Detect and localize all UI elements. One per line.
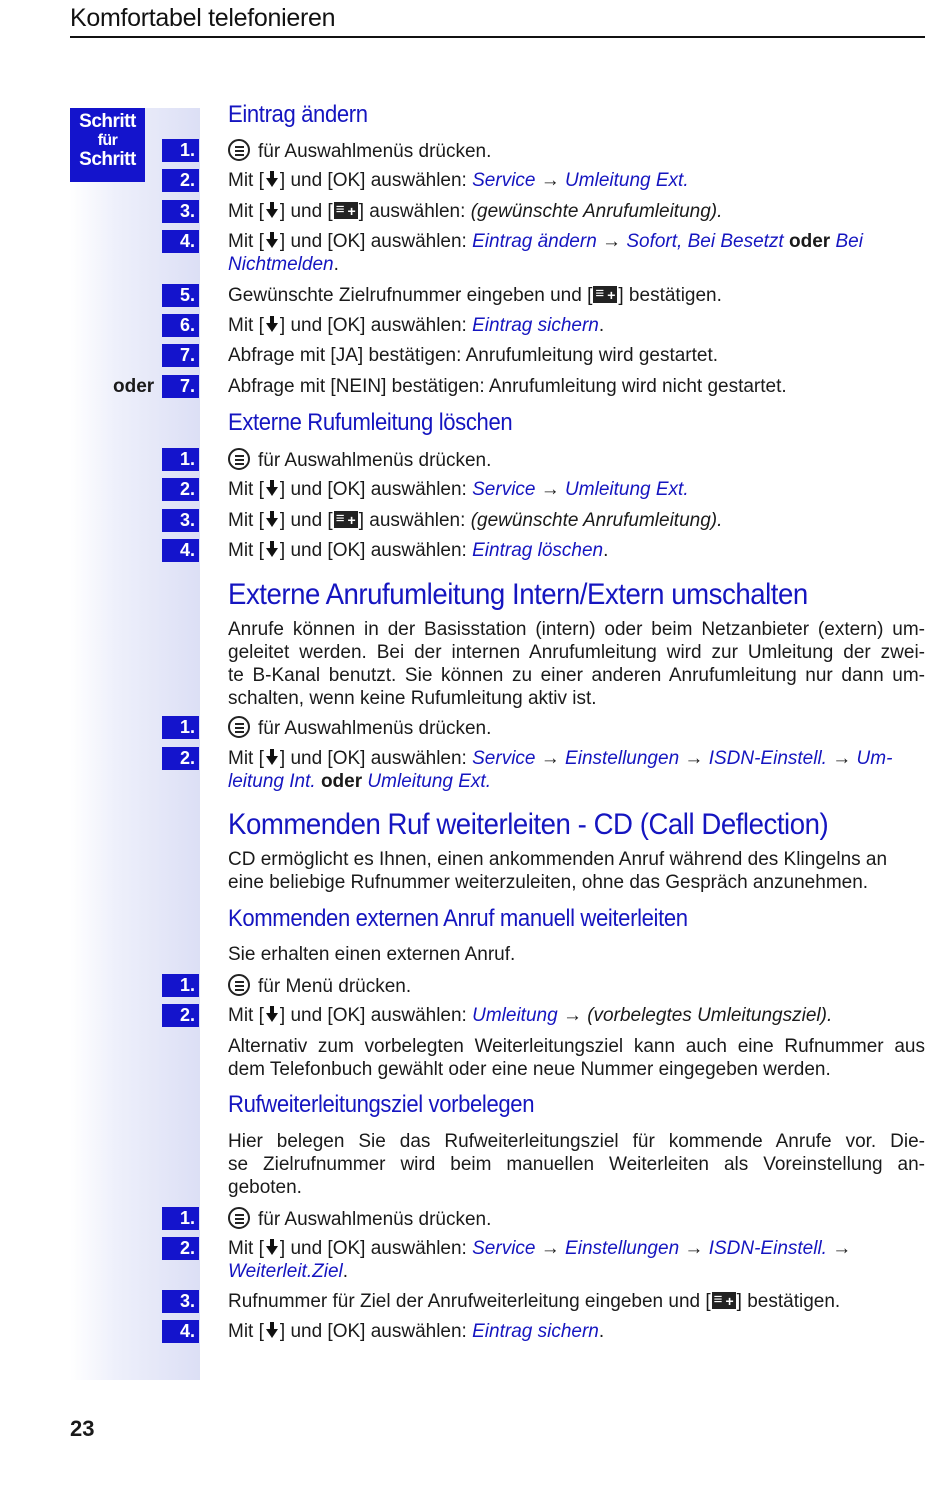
text-fragment: Mit [ (228, 231, 264, 252)
down-arrow-icon (266, 1246, 278, 1255)
step-text: für Auswahlmenüs drücken. (258, 718, 492, 739)
down-arrow-icon (266, 178, 278, 187)
step-number: 2. (162, 747, 199, 770)
oder-word: oder (788, 231, 831, 252)
menu-icon (228, 1207, 250, 1229)
section-paragraph (228, 618, 925, 710)
text-fragment: Mit [ (228, 315, 264, 336)
step-line (228, 1004, 928, 1027)
step-line: Nichtmelden. (228, 254, 339, 275)
para-line: Alternativ zum vorbelegten Weiterleitungsziel kann auch eine Rufnummer aus (228, 1036, 925, 1057)
step-text: für Auswahlmenüs drücken. (258, 141, 492, 162)
step-number: 5. (162, 284, 199, 307)
text-fragment: Mit [ (228, 510, 264, 531)
step-line (228, 200, 928, 223)
text-fragment: Mit [ (228, 748, 264, 769)
step-line (228, 284, 928, 307)
para-line: se Zielrufnummer wird beim manuellen Weiterleiten als Voreinstellung an- (228, 1154, 925, 1175)
text-fragment: ] und [OK] auswählen: (279, 231, 473, 252)
down-arrow-icon (266, 548, 278, 557)
step-text: (vorbelegtes Umleitungsziel). (587, 1005, 833, 1026)
step-number: 2. (162, 1004, 199, 1027)
step-text: ] bestätigen. (618, 285, 722, 306)
down-arrow-icon (266, 1329, 278, 1338)
menu-path: Bei (835, 231, 863, 252)
text-fragment: ] und [OK] auswählen: (279, 170, 473, 191)
step-text: (gewünschte Anrufumleitung). (470, 201, 723, 222)
step-line (228, 770, 928, 793)
menu-icon (228, 974, 250, 996)
text-fragment: ] und [OK] auswählen: (279, 479, 473, 500)
menu-path: Service (472, 748, 536, 769)
phonebook-key-icon (334, 511, 358, 528)
step-number: 1. (162, 448, 199, 471)
text-fragment: Mit [ (228, 540, 264, 561)
arrow-separator: → (679, 748, 709, 769)
step-number: 2. (162, 169, 199, 192)
section-heading-eintrag-aendern: Eintrag ändern (228, 101, 368, 128)
menu-path: leitung Int. (228, 771, 316, 792)
step-line (228, 1207, 928, 1231)
intro-line: Sie erhalten einen externen Anruf. (228, 944, 516, 965)
step-line: Mit [ ] und [OK] auswählen: Eintrag sichern. (228, 315, 605, 336)
section-heading-ziel-vorbelegen: Rufweiterleitungsziel vorbelegen (228, 1091, 535, 1118)
step-number: 6. (162, 314, 199, 337)
step-text: für Menü drücken. (258, 976, 412, 997)
step-line: Abfrage mit [NEIN] bestätigen: Anrufumleitung wird nicht gestartet. (228, 376, 787, 397)
down-arrow-icon (266, 239, 278, 248)
text-fragment: ] und [ (279, 510, 333, 531)
arrow-separator: → (596, 231, 627, 252)
text-fragment: ] und [OK] auswählen: (279, 1238, 473, 1259)
step-number: 1. (162, 974, 199, 997)
section-paragraph (228, 1130, 925, 1199)
step-number: 4. (162, 539, 199, 562)
step-line (228, 747, 928, 770)
step-line (228, 169, 928, 192)
para-line: geleitet werden. Bei der internen Anrufumleitung wird zur Umleitung der zwei- (228, 642, 925, 663)
step-number: 7. (162, 375, 199, 398)
step-number: 4. (162, 230, 199, 253)
down-arrow-icon (266, 756, 278, 765)
para-line: Anrufe können in der Basisstation (intern) oder beim Netzanbieter (extern) um- (228, 619, 925, 640)
step-number: 4. (162, 1320, 199, 1343)
phonebook-key-icon (334, 202, 358, 219)
step-text: für Auswahlmenüs drücken. (258, 1209, 492, 1230)
oder-word: oder (320, 771, 363, 792)
down-arrow-icon (266, 209, 278, 218)
menu-icon (228, 448, 250, 470)
arrow-separator: → (557, 1005, 588, 1026)
menu-path: Umleitung (472, 1005, 558, 1026)
para-line: CD ermöglicht es Ihnen, einen ankommenden Anruf während des Klingelns an (228, 849, 888, 870)
step-line (228, 509, 928, 532)
step-number: 2. (162, 1237, 199, 1260)
text-fragment: ] und [OK] auswählen: (279, 315, 473, 336)
menu-path: Nichtmelden (228, 254, 334, 275)
step-number: 2. (162, 478, 199, 501)
step-text: Gewünschte Zielrufnummer eingeben und [ (228, 285, 593, 306)
arrow-separator: → (535, 748, 566, 769)
text-fragment: ] auswählen: (358, 201, 471, 222)
step-text: ] bestätigen. (736, 1291, 841, 1312)
phonebook-key-icon (593, 286, 617, 303)
step-line (228, 230, 928, 253)
step-number: 3. (162, 1290, 199, 1313)
menu-path: Eintrag ändern (472, 231, 597, 252)
section-heading-rufumleitung-loeschen: Externe Rufumleitung löschen (228, 409, 513, 436)
step-text: für Auswahlmenüs drücken. (258, 450, 492, 471)
para-line: te B-Kanal benutzt. Sie können zu einer anderen Anrufumleitung nur dann um- (228, 665, 925, 686)
menu-path: Service (472, 479, 536, 500)
step-line (228, 139, 928, 163)
menu-path: Umleitung Ext. (367, 771, 491, 792)
menu-path: Sofort, Bei Besetzt (626, 231, 784, 252)
text-fragment: Mit [ (228, 479, 264, 500)
section-paragraph (228, 848, 925, 894)
step-line: Weiterleit.Ziel. (228, 1261, 349, 1282)
step-number: 1. (162, 1207, 199, 1230)
menu-path: Service (472, 1238, 536, 1259)
page-number: 23 (70, 1416, 95, 1441)
step-line (228, 716, 928, 740)
step-number: 3. (162, 509, 199, 532)
text-fragment: Mit [ (228, 1005, 264, 1026)
step-line: Mit [ ] und [OK] auswählen: Eintrag löschen. (228, 540, 609, 561)
step-number: 1. (162, 139, 199, 162)
para-line: Hier belegen Sie das Rufweiterleitungsziel für kommende Anrufe vor. Die- (228, 1131, 925, 1152)
para-line: dem Telefonbuch gewählt oder eine neue Nummer eingegeben werden. (228, 1059, 831, 1080)
text-fragment: Mit [ (228, 201, 264, 222)
text-fragment: Mit [ (228, 170, 264, 191)
step-text: Rufnummer für Ziel der Anrufweiterleitung eingeben und [ (228, 1291, 711, 1312)
menu-path: Um- (856, 748, 893, 769)
section-heading-manuell-weiterleiten: Kommenden externen Anruf manuell weiterleiten (228, 905, 688, 932)
step-number: 3. (162, 200, 199, 223)
menu-path: Umleitung Ext. (565, 479, 689, 500)
down-arrow-icon (266, 1013, 278, 1022)
text-fragment: ] und [OK] auswählen: (279, 1321, 473, 1342)
text-fragment: Mit [ (228, 1321, 264, 1342)
badge-line: Schritt (79, 111, 136, 132)
menu-path: Weiterleit.Ziel (228, 1261, 343, 1282)
menu-path: Eintrag sichern (472, 1321, 599, 1342)
menu-path: Service (472, 170, 536, 191)
text-fragment: ] und [OK] auswählen: (279, 748, 473, 769)
section-heading-call-deflection: Kommenden Ruf weiterleiten - CD (Call Deflection) (228, 808, 829, 841)
arrow-separator: → (826, 1238, 852, 1259)
arrow-separator: → (535, 170, 566, 191)
arrow-separator: → (826, 748, 857, 769)
text-fragment: ] und [OK] auswählen: (279, 1005, 473, 1026)
down-arrow-icon (266, 487, 278, 496)
step-number: 1. (162, 716, 199, 739)
step-number: 7. (162, 344, 199, 367)
section-paragraph (228, 1035, 925, 1081)
text-fragment: ] und [OK] auswählen: (279, 540, 473, 561)
arrow-separator: → (535, 479, 566, 500)
step-line (228, 1237, 928, 1260)
step-line: Mit [ ] und [OK] auswählen: Eintrag sichern. (228, 1321, 605, 1342)
para-line: schalten, wenn keine Rufumleitung aktiv ist. (228, 688, 597, 709)
down-arrow-icon (266, 323, 278, 332)
step-line (228, 974, 928, 998)
down-arrow-icon (266, 518, 278, 527)
menu-path: Umleitung Ext. (565, 170, 689, 191)
menu-path: ISDN-Einstell. (708, 748, 827, 769)
para-line: eine beliebige Rufnummer weiterzuleiten, ohne das Gespräch anzunehmen. (228, 872, 869, 893)
step-line (228, 478, 928, 501)
menu-path: ISDN-Einstell. (708, 1238, 827, 1259)
text-fragment: Mit [ (228, 1238, 264, 1259)
page-header-title: Komfortabel telefonieren (70, 4, 336, 32)
step-line: Abfrage mit [JA] bestätigen: Anrufumleitung wird gestartet. (228, 345, 719, 366)
menu-path: Einstellungen (565, 1238, 680, 1259)
badge-line: Schritt (79, 149, 136, 170)
menu-path: Einstellungen (565, 748, 680, 769)
menu-path: Eintrag löschen (472, 540, 604, 561)
para-line: geboten. (228, 1177, 302, 1198)
text-fragment: ] auswählen: (358, 510, 471, 531)
arrow-separator: → (535, 1238, 566, 1259)
step-line (228, 448, 928, 472)
step-text: (gewünschte Anrufumleitung). (470, 510, 723, 531)
menu-path: Eintrag sichern (472, 315, 599, 336)
menu-icon (228, 716, 250, 738)
schritt-fuer-schritt-badge (70, 108, 145, 182)
text-fragment: ] und [ (279, 201, 333, 222)
section-heading-umschalten: Externe Anrufumleitung Intern/Extern umschalten (228, 578, 808, 611)
header-rule (70, 36, 925, 38)
oder-label: oder (113, 376, 155, 397)
phonebook-key-icon (712, 1292, 736, 1309)
arrow-separator: → (679, 1238, 709, 1259)
menu-icon (228, 139, 250, 161)
step-line (228, 1290, 928, 1313)
badge-line: für (97, 132, 118, 149)
